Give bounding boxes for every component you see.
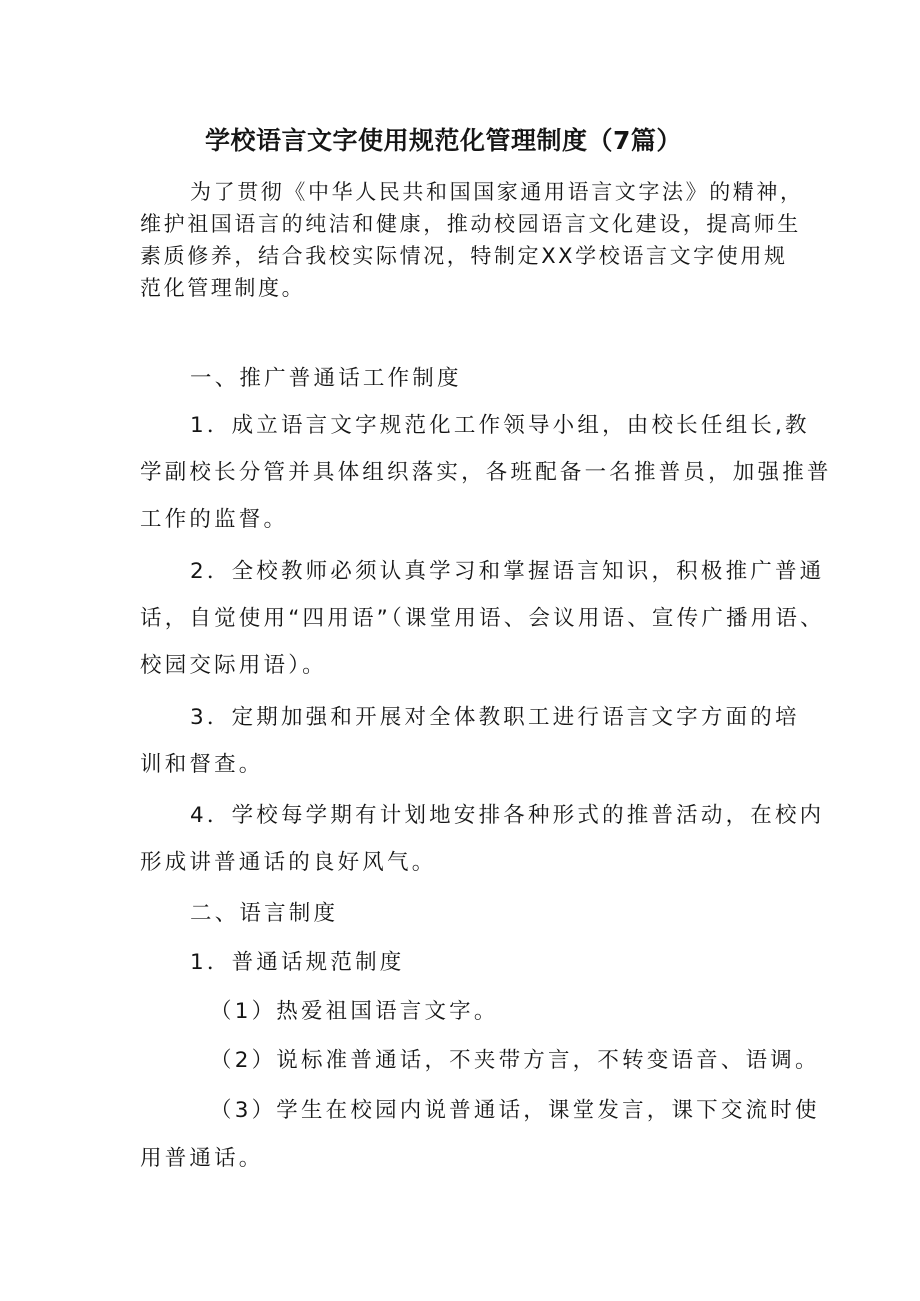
- section1-item2-line3: 校园交际用语）。: [140, 653, 327, 678]
- intro-line-2: 维护祖国语言的纯洁和健康，推动校园语言文化建设，提高师生: [140, 212, 801, 236]
- section1-heading: 一、推广普通话工作制度: [190, 366, 462, 391]
- section1-item2-line1: 2．全校教师必须认真学习和掌握语言知识，积极推广普通: [190, 559, 825, 584]
- document-title: 学校语言文字使用规范化管理制度（7篇）: [205, 126, 682, 155]
- section2-rule2: （2）说标准普通话，不夹带方言，不转变语音、语调。: [210, 1048, 820, 1073]
- section1-item3-line2: 训和督查。: [140, 752, 264, 777]
- intro-line-4: 范化管理制度。: [140, 276, 306, 300]
- section2-heading: 二、语言制度: [190, 901, 339, 926]
- section2-rule1: （1）热爱祖国语言文字。: [210, 999, 499, 1024]
- section1-item2-line2: 话，自觉使用“四用语”（课堂用语、会议用语、宣传广播用语、: [140, 606, 825, 631]
- section2-subheading: 1．普通话规范制度: [190, 950, 405, 975]
- section1-item1-line3: 工作的监督。: [140, 507, 289, 532]
- section1-item1-line1: 1．成立语言文字规范化工作领导小组，由校长任组长,教: [190, 413, 810, 438]
- section1-item4-line1: 4．学校每学期有计划地安排各种形式的推普活动，在校内: [190, 803, 825, 828]
- section2-rule3-line1: （3）学生在校园内说普通话，课堂发言，课下交流时使: [210, 1098, 820, 1123]
- section1-item1-line2: 学副校长分管并具体组织落实，各班配备一名推普员，加强推普: [140, 460, 832, 485]
- section1-item3-line1: 3．定期加强和开展对全体教职工进行语言文字方面的培: [190, 705, 800, 730]
- section1-item4-line2: 形成讲普通话的良好风气。: [140, 850, 437, 875]
- section2-rule3-line2: 用普通话。: [140, 1146, 264, 1171]
- intro-line-1: 为了贯彻《中华人民共和国国家通用语言文字法》的精神，: [190, 180, 804, 204]
- intro-line-3: 素质修养，结合我校实际情况，特制定XX学校语言文字使用规: [140, 244, 788, 268]
